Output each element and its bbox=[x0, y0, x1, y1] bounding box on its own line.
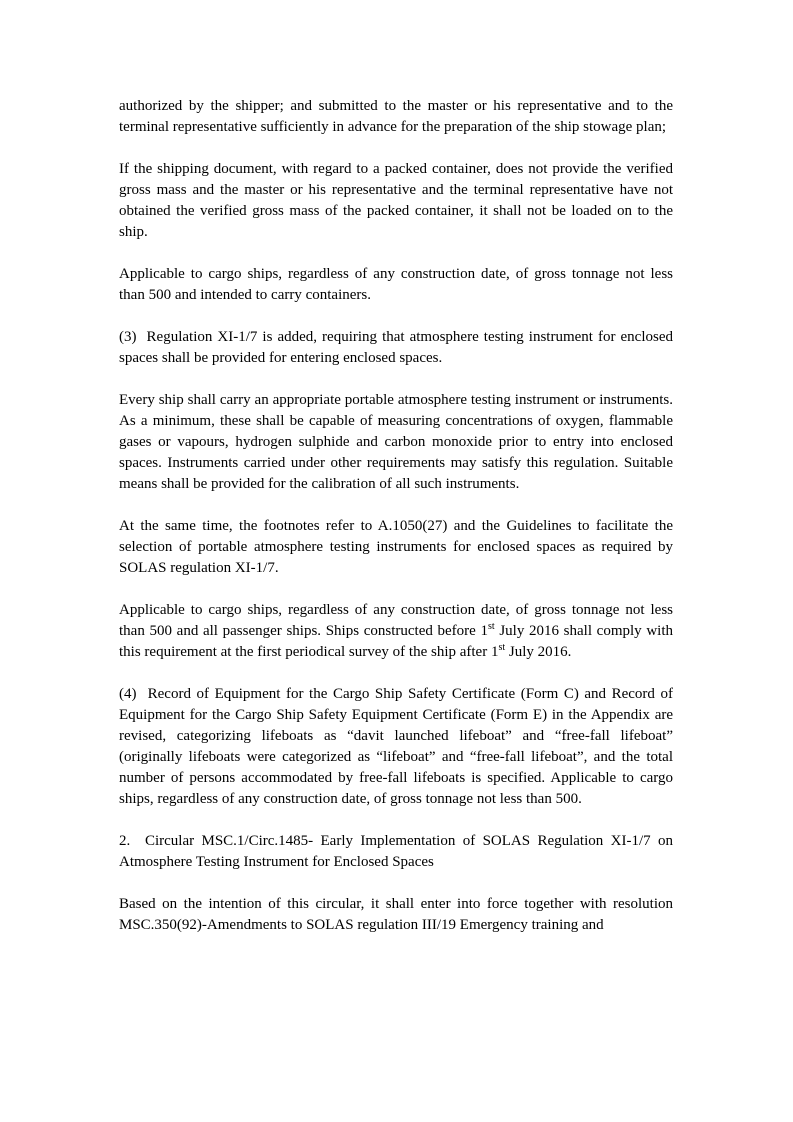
paragraph-atmosphere-testing-instrument: Every ship shall carry an appropriate portable atmosphere testing instrument or instruments. As a minimum, these shall be capable of measuring concentrations of oxygen, flammable gases or vapours, hydrogen sulphide and carbon monoxide prior to entry into enclosed spaces. Instruments carried under other requirements may satisfy this regulation. Suitable means shall be provided for the calibration of all such instruments. bbox=[119, 392, 673, 492]
document-body bbox=[119, 96, 673, 936]
paragraph-verified-gross-mass: If the shipping document, with regard to a packed container, does not provide the verified gross mass and the master or his representative and the terminal representative have not obtained the verified gross mass of the packed container, it shall not be loaded on to the ship. bbox=[119, 161, 673, 240]
text-segment: July 2016. bbox=[505, 644, 572, 660]
paragraph-applicability-passenger-ships bbox=[119, 600, 673, 663]
paragraph-stowage-plan: authorized by the shipper; and submitted to the master or his representative and to the terminal representative sufficiently in advance for the preparation of the ship stowage plan; bbox=[119, 98, 673, 135]
text-segment: Applicable to cargo ships, regardless of any construction date, of gross tonnage not less than 500 and all passenger ships. Ships constructed before 1 bbox=[119, 602, 673, 639]
paragraph-regulation-xi-1-7: (3) Regulation XI-1/7 is added, requiring that atmosphere testing instrument for enclosed spaces shall be provided for entering enclosed spaces. bbox=[119, 329, 673, 366]
paragraph-circular-msc1-circ1485: 2. Circular MSC.1/Circ.1485- Early Implementation of SOLAS Regulation XI-1/7 on Atmosphere Testing Instrument for Enclosed Spaces bbox=[119, 833, 673, 870]
paragraph-entry-into-force: Based on the intention of this circular, it shall enter into force together with resolution MSC.350(92)-Amendments to SOLAS regulation III/19 Emergency training and bbox=[119, 896, 673, 933]
paragraph-applicability-containers: Applicable to cargo ships, regardless of any construction date, of gross tonnage not less than 500 and intended to carry containers. bbox=[119, 266, 673, 303]
superscript-ordinal: st bbox=[488, 621, 495, 632]
text-segment: July 2016 shall comply with this requirement at the first periodical survey of the ship after 1 bbox=[119, 623, 673, 660]
superscript-ordinal: st bbox=[498, 642, 506, 653]
paragraph-footnotes-guidelines: At the same time, the footnotes refer to A.1050(27) and the Guidelines to facilitate the selection of portable atmosphere testing instruments for enclosed spaces as required by SOLAS regulation XI-1/7. bbox=[119, 518, 673, 576]
paragraph-record-of-equipment: (4) Record of Equipment for the Cargo Ship Safety Certificate (Form C) and Record of Equipment for the Cargo Ship Safety Equipment Certificate (Form E) in the Appendix are revised, categorizing lifeboats as “davit launched lifeboat” and “free-fall lifeboat” (originally lifeboats were categorized as “lifeboat” and “free-fall lifeboat”, and the total number of persons accommodated by free-fall lifeboats is specified. Applicable to cargo ships, regardless of any construction date, of gross tonnage not less than 500. bbox=[119, 686, 673, 807]
